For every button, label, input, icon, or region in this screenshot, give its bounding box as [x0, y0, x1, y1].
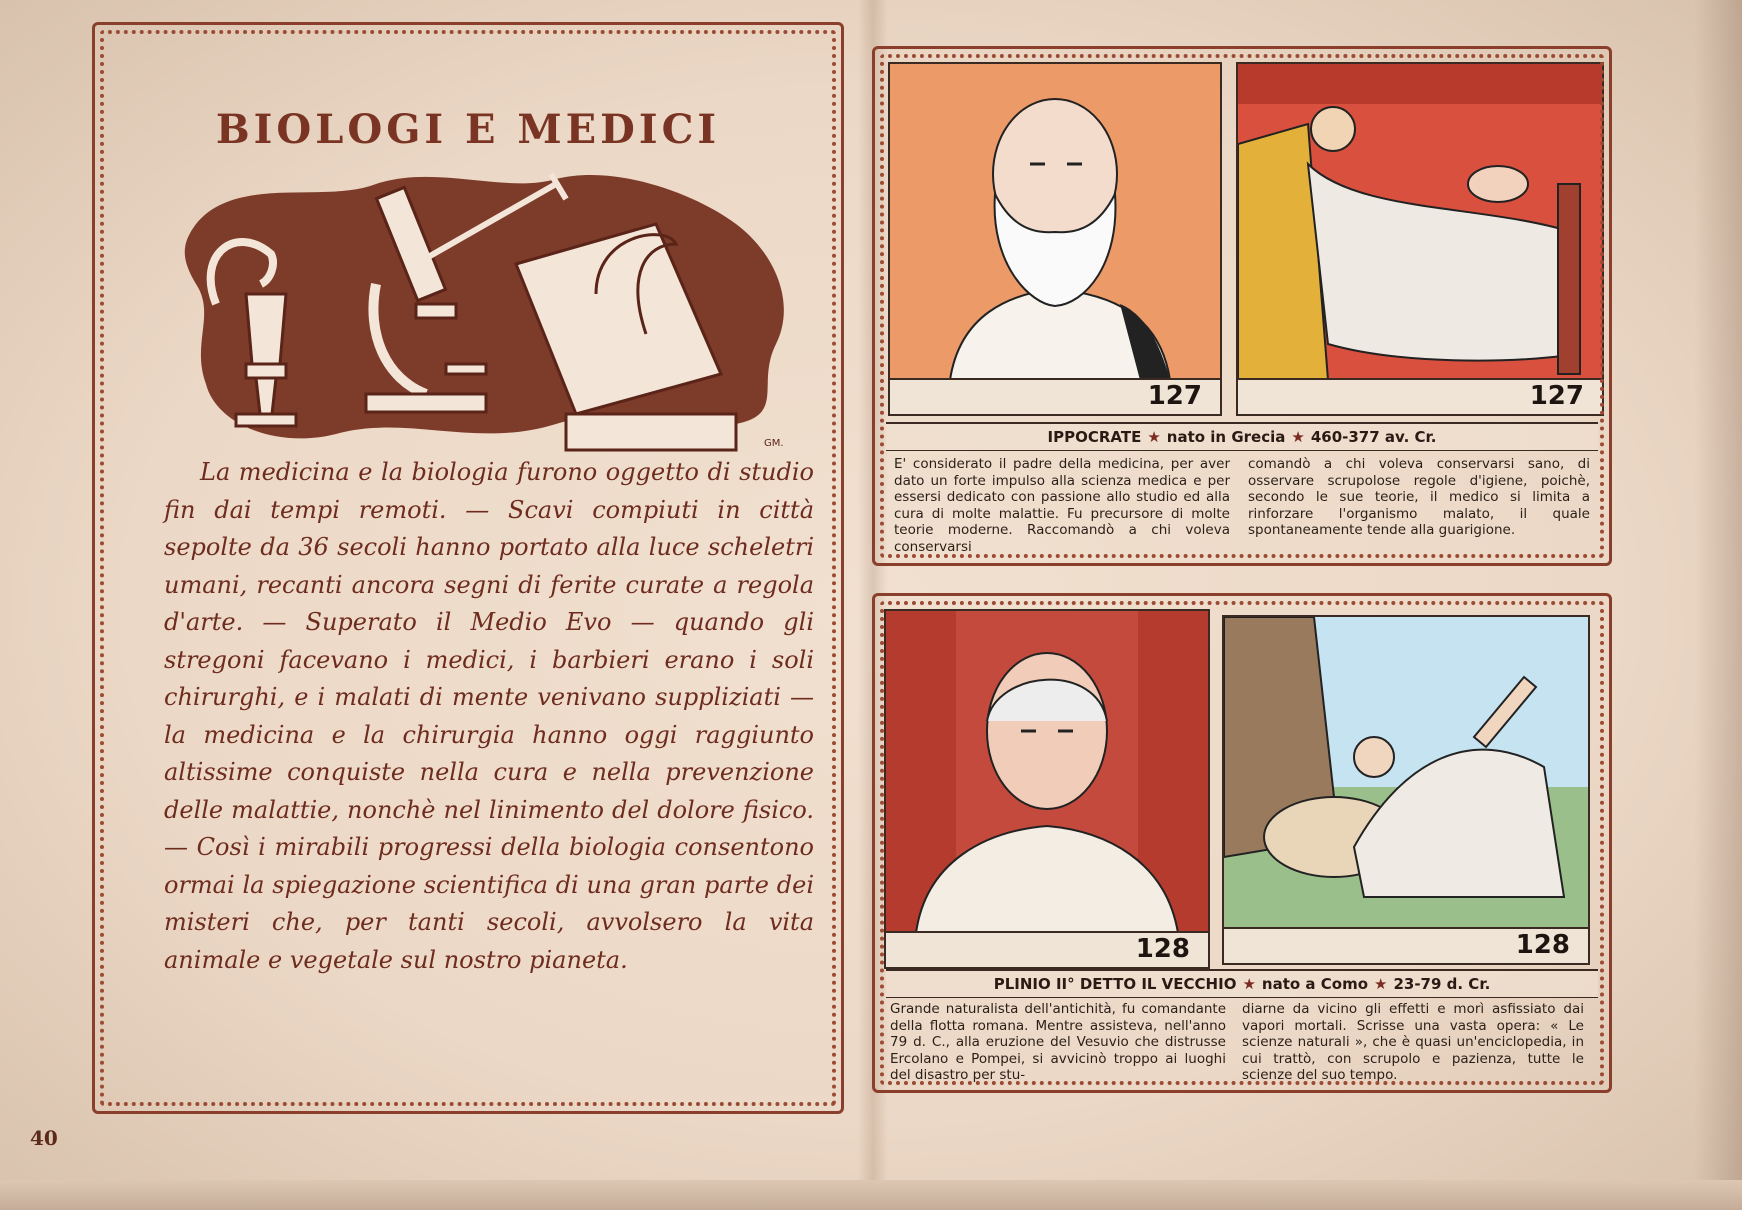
- sticker-number: 127: [1238, 378, 1602, 414]
- left-page-frame: [92, 22, 844, 1114]
- caption-name: PLINIO II° DETTO IL VECCHIO: [993, 975, 1237, 993]
- sticker-card-127: [872, 46, 1612, 566]
- book-icon: [516, 224, 736, 450]
- card-caption: [886, 422, 1598, 451]
- sticker-number: 128: [886, 931, 1208, 967]
- ink-blob-shape: [185, 175, 784, 438]
- caption-dates: 460-377 av. Cr.: [1310, 428, 1437, 446]
- caption-name: IPPOCRATE: [1047, 428, 1142, 446]
- page-number: 40: [30, 1126, 58, 1150]
- caption-dates: 23-79 d. Cr.: [1393, 975, 1491, 993]
- sticker-card-128: [872, 593, 1612, 1093]
- caption-birth: nato in Grecia: [1166, 428, 1286, 446]
- sticker-number: 128: [1224, 927, 1588, 963]
- plinio-vesuvius-scene: [1224, 617, 1588, 929]
- caption-birth: nato a Como: [1261, 975, 1368, 993]
- card-caption: [886, 969, 1598, 998]
- star-icon: ★: [1242, 975, 1256, 993]
- intro-paragraph: La medicina e la biologia furono oggetto di studio fin dai tempi remoti. — Scavi compiuti in città sepolte da 36 secoli hanno portato alla luce scheletri umani, recanti ancora segni di ferite curate a regola d'arte. — Superato il Medio Evo — quando gli stregoni facevano i medici, i barbieri erano i soli chirurghi, e i malati di mente venivano suppliziati — la medicina e la chirurgia hanno oggi raggiunto altissime conquiste nella cura e nella prevenzione delle malattie, nonchè nel linimento del dolore fisico. — Così i mirabili progressi della biologia consentono ormai la spiegazione scientifica di una gran parte dei misteri che, per tanti secoli, avvolsero la vita animale e vegetale sul nostro pianeta.: [164, 458, 814, 974]
- hippocrates-healing-scene: [1238, 64, 1602, 380]
- star-icon: ★: [1291, 428, 1305, 446]
- plinio-portrait: [886, 611, 1208, 933]
- bottom-page-edge: [0, 1180, 1742, 1210]
- hippocrates-portrait: [890, 64, 1220, 380]
- page-edge-shadow: [1694, 0, 1742, 1210]
- card-description-right: diarne da vicino gli effetti e morì asfissiato dai vapori mortali. Scrisse una vasta opera: « Le scienze naturali », che è quasi un'enciclopedia, in cui trattò, con scrupolo e pazienza, tutte le scienze del suo tempo.: [1242, 1001, 1584, 1083]
- page-title: BIOLOGI E MEDICI: [215, 106, 721, 153]
- goblet-snake-icon: [211, 242, 296, 426]
- card-description-right: comandò a chi voleva conservarsi sano, di osservare scrupolose regole d'igiene, poichè, secondo le sue teorie, il medico si limita a rinforzare l'organismo malato, il quale spontaneamente tende alla guarigione.: [1248, 456, 1590, 538]
- sticker-slot-127-left[interactable]: [888, 62, 1222, 416]
- card-description-left: E' considerato il padre della medicina, per aver dato un forte impulso alla scienza medica e per essersi dedicato con passione allo studio ed alla cura di molte malattie. Fu precursore di molte teorie moderne. Raccomandò a chi voleva conservarsi: [894, 456, 1230, 555]
- syringe-icon: [416, 174, 566, 264]
- sticker-slot-127-right[interactable]: [1236, 62, 1604, 416]
- sticker-slot-128-right[interactable]: [1222, 615, 1590, 965]
- star-icon: ★: [1147, 428, 1161, 446]
- card-description-left: Grande naturalista dell'antichità, fu comandante della flotta romana. Mentre assisteva, nell'anno 79 d. C., alla eruzione del Vesuvio che distrusse Ercolano e Pompei, si avvicinò troppo ai luoghi del disastro per stu-: [890, 1001, 1226, 1083]
- illustration-signature: GM.: [764, 438, 784, 449]
- microscope-icon: [366, 187, 486, 412]
- sticker-number: 127: [890, 378, 1220, 414]
- medical-illustration: [176, 164, 806, 454]
- sticker-slot-128-left[interactable]: [884, 609, 1210, 969]
- star-icon: ★: [1374, 975, 1388, 993]
